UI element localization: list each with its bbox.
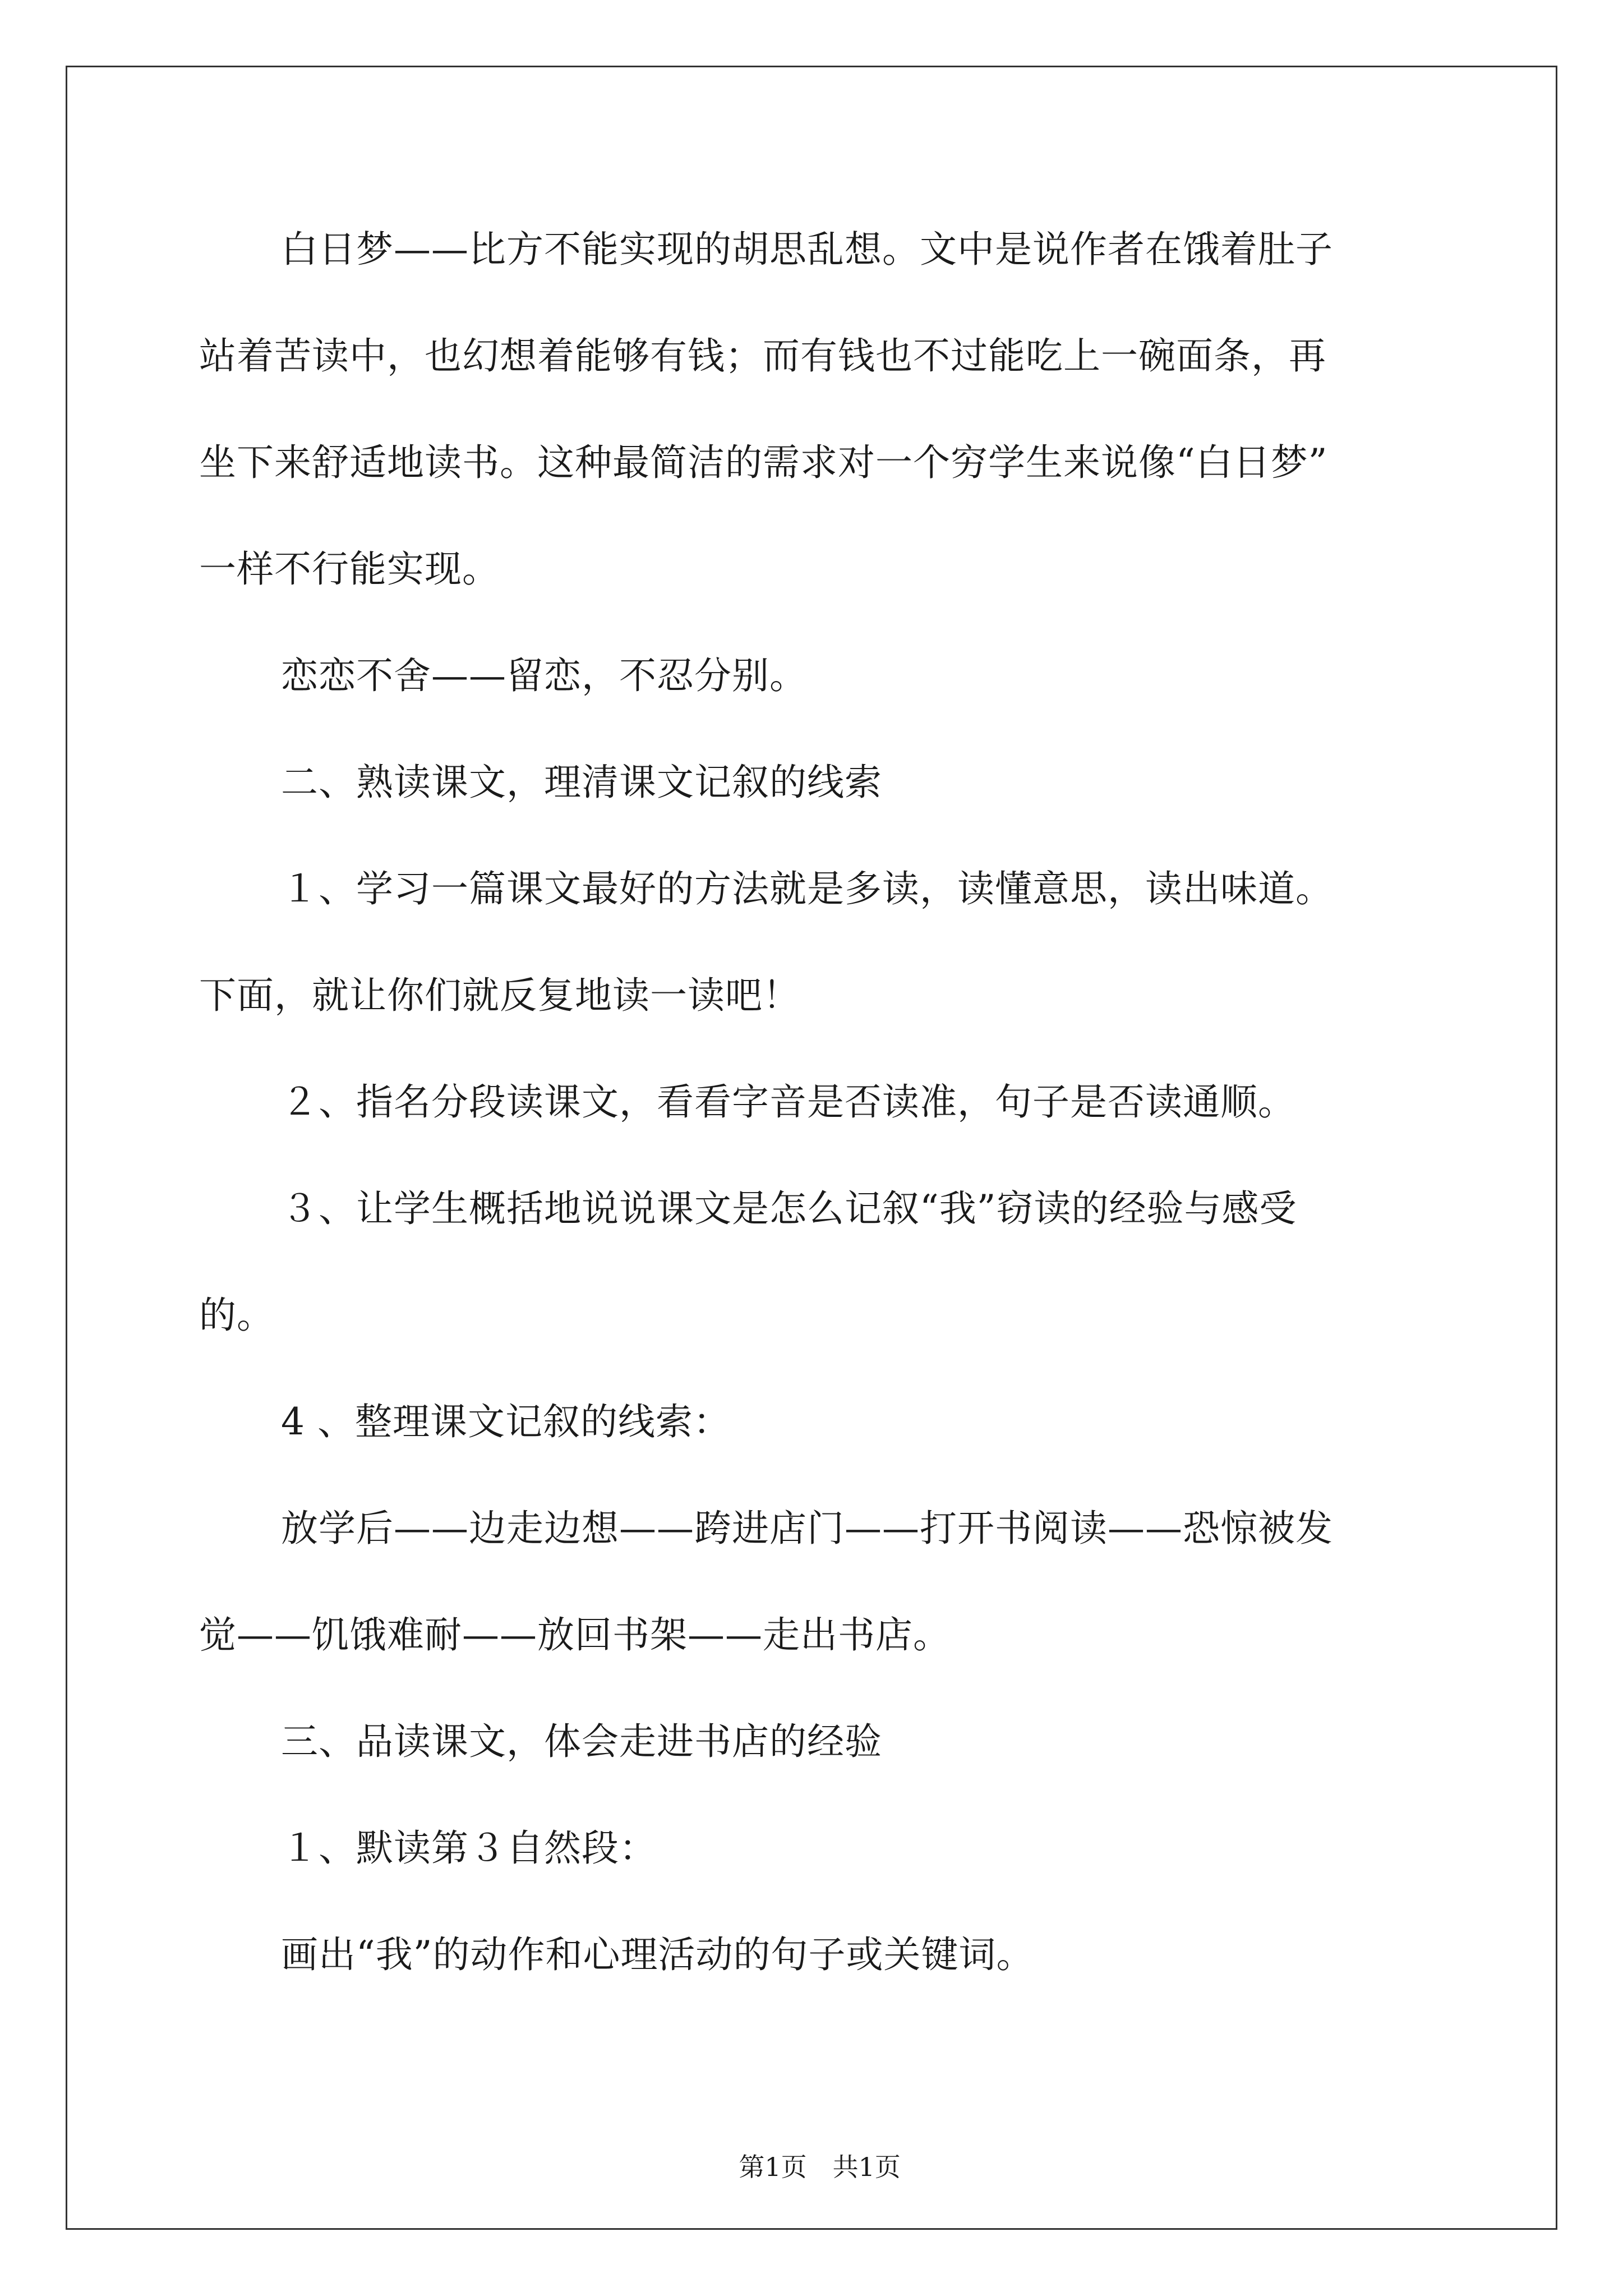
- paragraph-8-line-1: 放学后——边走边想——跨进店门——打开书阅读——恐惊被发: [281, 1507, 1333, 1550]
- paragraph-2: [199, 623, 1433, 729]
- paragraph-10: [199, 1795, 1433, 1902]
- section-heading-3-text: 三、品读课文，体会走进书店的经验: [281, 1720, 882, 1763]
- paragraph-1-line-1: 白日梦——比方不能实现的胡思乱想。文中是说作者在饿着肚子: [281, 228, 1333, 271]
- paragraph-6-cont: [199, 1262, 1433, 1369]
- paragraph-1-cont: [199, 409, 1433, 516]
- paragraph-8: [199, 1475, 1433, 1582]
- paragraph-11: [199, 1902, 1433, 2008]
- paragraph-1-line-4: 一样不行能实现。: [199, 547, 500, 591]
- paragraph-1-line-3: 坐下来舒适地读书。这种最简洁的需求对一个穷学生来说像“白日梦”: [199, 441, 1328, 484]
- section-heading-2: [199, 729, 1433, 836]
- paragraph-11-line-1: 画出“我”的动作和心理活动的句子或关键词。: [281, 1933, 1034, 1976]
- paragraph-2-line-1: 恋恋不舍——留恋，不忍分别。: [281, 654, 807, 697]
- paragraph-1-cont: [199, 516, 1433, 623]
- paragraph-1-line-2: 站着苦读中，也幻想着能够有钱；而有钱也不过能吃上一碗面条，再: [199, 334, 1326, 378]
- paragraph-8-cont: [199, 1582, 1433, 1688]
- paragraph-4: [199, 836, 1433, 942]
- paragraph-5: [199, 1049, 1433, 1156]
- paragraph-6-line-2: 的。: [199, 1294, 274, 1337]
- paragraph-6: [199, 1156, 1433, 1262]
- page-footer: [0, 2116, 1623, 2184]
- paragraph-8-line-2: 觉——饥饿难耐——放回书架——走出书店。: [199, 1613, 951, 1657]
- paragraph-10-line-1: １、默读第３自然段：: [281, 1826, 657, 1870]
- paragraph-4-cont: [199, 942, 1433, 1049]
- paragraph-4-line-1: １、学习一篇课文最好的方法就是多读，读懂意思，读出味道。: [281, 867, 1333, 910]
- paragraph-5-line-1: ２、指名分段读课文，看看字音是否读准，句子是否读通顺。: [281, 1080, 1295, 1124]
- section-heading-2-text: 二、熟读课文，理清课文记叙的线索: [281, 761, 882, 804]
- paragraph-1-cont: [199, 303, 1433, 409]
- page-number-label: 第1页 共1页: [739, 2152, 901, 2182]
- paragraph-4-line-2: 下面，就让你们就反复地读一读吧！: [199, 974, 800, 1017]
- paragraph-6-line-1: ３、让学生概括地说说课文是怎么记叙“我”窃读的经验与感受: [281, 1187, 1297, 1230]
- paragraph-1: [199, 196, 1433, 303]
- paragraph-7: [199, 1369, 1433, 1475]
- paragraph-7-line-1: 4 、整理课文记叙的线索：: [281, 1400, 731, 1443]
- section-heading-3: [199, 1688, 1433, 1795]
